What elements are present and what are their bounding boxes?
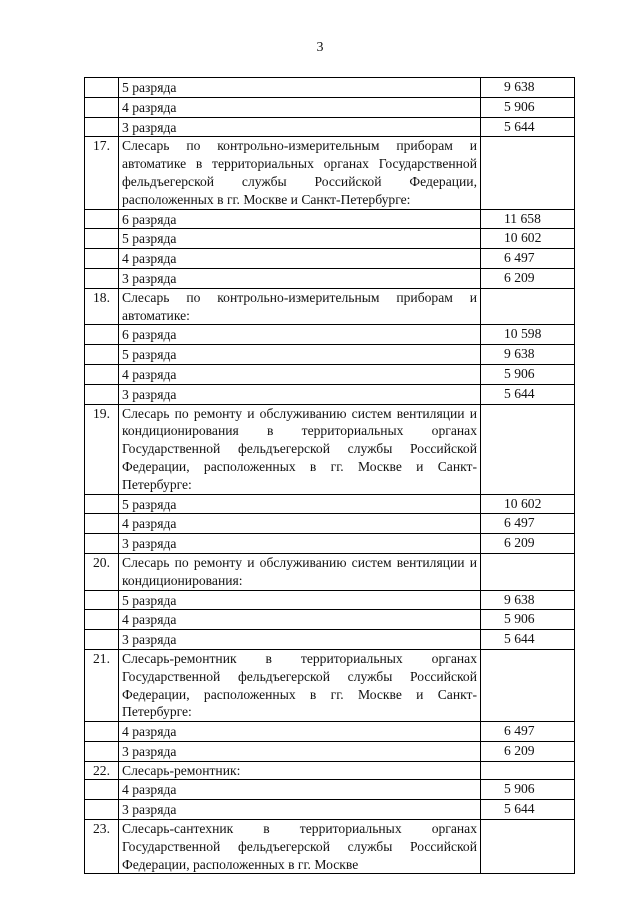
- position-name-cell: 3 разряда: [119, 268, 481, 288]
- salary-value-cell: 9 638: [481, 345, 575, 365]
- salary-value-cell: [481, 820, 575, 874]
- grade-row: [85, 117, 575, 137]
- salary-value-cell: 6 497: [481, 514, 575, 534]
- position-name-cell: 4 разряда: [119, 780, 481, 800]
- position-name-cell: 4 разряда: [119, 249, 481, 269]
- grade-row: [85, 364, 575, 384]
- position-row: [85, 820, 575, 874]
- grade-row: [85, 325, 575, 345]
- position-name-cell: 4 разряда: [119, 97, 481, 117]
- row-number-cell: 19.: [85, 404, 119, 494]
- salary-value-cell: [481, 649, 575, 721]
- position-row: [85, 761, 575, 780]
- salary-value-cell: [481, 761, 575, 780]
- position-name-cell: 4 разряда: [119, 722, 481, 742]
- salary-value-cell: 6 209: [481, 741, 575, 761]
- row-number-cell: [85, 534, 119, 554]
- grade-row: [85, 494, 575, 514]
- row-number-cell: 22.: [85, 761, 119, 780]
- salary-value-cell: [481, 137, 575, 209]
- row-number-cell: [85, 610, 119, 630]
- row-number-cell: 21.: [85, 649, 119, 721]
- row-number-cell: [85, 117, 119, 137]
- salary-table: [84, 77, 575, 874]
- position-name-cell: Слесарь-ремонтник в территориальных органах Государственной фельдъегерской службы Российской Федерации, расположенных в гг. Москве и Санкт-Петербурге:: [119, 649, 481, 721]
- grade-row: [85, 268, 575, 288]
- position-name-cell: 4 разряда: [119, 610, 481, 630]
- row-number-cell: 18.: [85, 288, 119, 325]
- position-name-cell: Слесарь по ремонту и обслуживанию систем вентиляции и кондиционирования в территориальных органах Государственной фельдъегерской службы Российской Федерации, расположенных в гг. Москве и Санкт-Петербурге:: [119, 404, 481, 494]
- position-row: [85, 649, 575, 721]
- position-row: [85, 404, 575, 494]
- position-row: [85, 288, 575, 325]
- salary-value-cell: 5 644: [481, 117, 575, 137]
- grade-row: [85, 610, 575, 630]
- row-number-cell: [85, 97, 119, 117]
- row-number-cell: [85, 364, 119, 384]
- position-name-cell: Слесарь по контрольно-измерительным приборам и автоматике:: [119, 288, 481, 325]
- row-number-cell: [85, 800, 119, 820]
- grade-row: [85, 345, 575, 365]
- position-name-cell: Слесарь-сантехник в территориальных органах Государственной фельдъегерской службы Российской Федерации, расположенных в гг. Москве: [119, 820, 481, 874]
- salary-value-cell: 6 497: [481, 722, 575, 742]
- salary-value-cell: 10 602: [481, 229, 575, 249]
- grade-row: [85, 590, 575, 610]
- salary-value-cell: 5 906: [481, 610, 575, 630]
- salary-value-cell: 5 906: [481, 97, 575, 117]
- row-number-cell: [85, 268, 119, 288]
- row-number-cell: [85, 209, 119, 229]
- position-name-cell: 4 разряда: [119, 514, 481, 534]
- position-row: [85, 553, 575, 590]
- row-number-cell: [85, 229, 119, 249]
- salary-value-cell: [481, 404, 575, 494]
- position-name-cell: 5 разряда: [119, 229, 481, 249]
- position-name-cell: 3 разряда: [119, 534, 481, 554]
- position-name-cell: Слесарь-ремонтник:: [119, 761, 481, 780]
- salary-value-cell: 10 598: [481, 325, 575, 345]
- position-name-cell: 5 разряда: [119, 590, 481, 610]
- row-number-cell: [85, 249, 119, 269]
- salary-value-cell: [481, 288, 575, 325]
- salary-value-cell: 5 906: [481, 780, 575, 800]
- salary-value-cell: 9 638: [481, 590, 575, 610]
- row-number-cell: [85, 325, 119, 345]
- salary-value-cell: 5 644: [481, 800, 575, 820]
- grade-row: [85, 384, 575, 404]
- row-number-cell: 17.: [85, 137, 119, 209]
- position-name-cell: 5 разряда: [119, 78, 481, 98]
- row-number-cell: [85, 722, 119, 742]
- row-number-cell: 20.: [85, 553, 119, 590]
- position-name-cell: 5 разряда: [119, 494, 481, 514]
- position-name-cell: 4 разряда: [119, 364, 481, 384]
- grade-row: [85, 722, 575, 742]
- position-name-cell: 3 разряда: [119, 800, 481, 820]
- position-name-cell: 3 разряда: [119, 117, 481, 137]
- row-number-cell: [85, 384, 119, 404]
- position-name-cell: 3 разряда: [119, 630, 481, 650]
- salary-value-cell: 10 602: [481, 494, 575, 514]
- salary-value-cell: 11 658: [481, 209, 575, 229]
- salary-value-cell: 6 209: [481, 268, 575, 288]
- salary-value-cell: 5 906: [481, 364, 575, 384]
- grade-row: [85, 229, 575, 249]
- table-body: [85, 78, 575, 874]
- salary-value-cell: 5 644: [481, 384, 575, 404]
- grade-row: [85, 514, 575, 534]
- row-number-cell: [85, 590, 119, 610]
- row-number-cell: [85, 741, 119, 761]
- position-name-cell: 5 разряда: [119, 345, 481, 365]
- salary-value-cell: [481, 553, 575, 590]
- grade-row: [85, 249, 575, 269]
- position-name-cell: 3 разряда: [119, 384, 481, 404]
- salary-value-cell: 6 209: [481, 534, 575, 554]
- grade-row: [85, 534, 575, 554]
- salary-value-cell: 6 497: [481, 249, 575, 269]
- position-name-cell: Слесарь по ремонту и обслуживанию систем вентиляции и кондиционирования:: [119, 553, 481, 590]
- grade-row: [85, 630, 575, 650]
- grade-row: [85, 741, 575, 761]
- position-name-cell: 3 разряда: [119, 741, 481, 761]
- position-row: [85, 137, 575, 209]
- grade-row: [85, 209, 575, 229]
- salary-value-cell: 5 644: [481, 630, 575, 650]
- position-name-cell: 6 разряда: [119, 325, 481, 345]
- grade-row: [85, 78, 575, 98]
- row-number-cell: [85, 494, 119, 514]
- grade-row: [85, 97, 575, 117]
- grade-row: [85, 800, 575, 820]
- row-number-cell: [85, 345, 119, 365]
- page-number: 3: [316, 40, 324, 55]
- row-number-cell: 23.: [85, 820, 119, 874]
- row-number-cell: [85, 780, 119, 800]
- position-name-cell: 6 разряда: [119, 209, 481, 229]
- row-number-cell: [85, 78, 119, 98]
- salary-value-cell: 9 638: [481, 78, 575, 98]
- position-name-cell: Слесарь по контрольно-измерительным приборам и автоматике в территориальных органах Государственной фельдъегерской службы Российской Федерации, расположенных в гг. Москве и Санкт-Петербурге:: [119, 137, 481, 209]
- row-number-cell: [85, 514, 119, 534]
- grade-row: [85, 780, 575, 800]
- row-number-cell: [85, 630, 119, 650]
